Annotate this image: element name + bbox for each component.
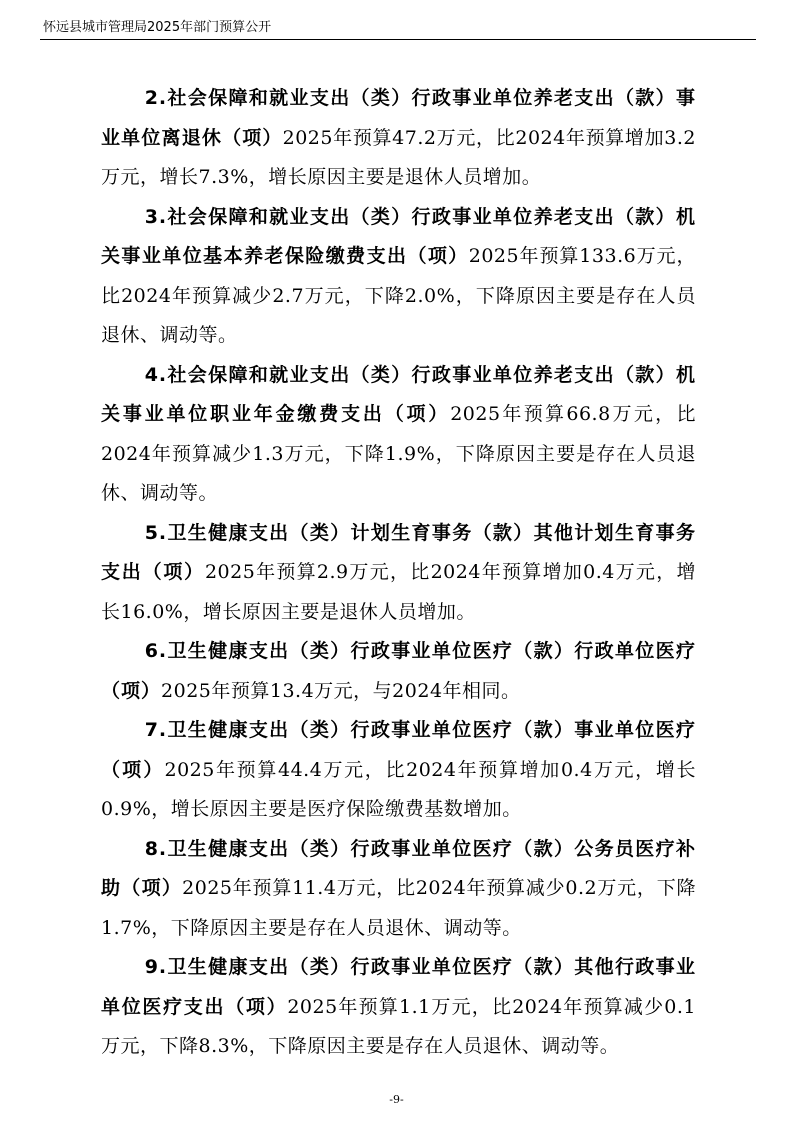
paragraph-heading: 9.卫生健康支出（类）行政事业单位医疗（款）其他行政事业单位医疗支出（项）: [101, 956, 696, 1018]
paragraph-heading: 8.卫生健康支出（类）行政事业单位医疗（款）公务员医疗补助（项）: [101, 837, 696, 899]
document-header-title: 怀远县城市管理局2025年部门预算公开: [43, 20, 272, 35]
page-number: -9-: [389, 1093, 404, 1106]
paragraph-item-7: [101, 711, 696, 830]
paragraph-heading: 5.卫生健康支出（类）计划生育事务（款）其他计划生育事务支出（项）: [101, 521, 696, 583]
header-divider: [40, 39, 756, 40]
paragraph-text: 2025年预算47.2万元，比2024年预算增加3.2万元，增长7.3%，增长原因主要是退休人员增加。: [101, 126, 696, 188]
paragraph-heading: 6.卫生健康支出（类）行政事业单位医疗（款）行政单位医疗（项）: [101, 640, 696, 702]
paragraph-heading: 7.卫生健康支出（类）行政事业单位医疗（款）事业单位医疗（项）: [101, 719, 696, 781]
paragraph-item-2: [101, 79, 696, 198]
document-body: [101, 79, 696, 1067]
paragraph-item-5: [101, 514, 696, 633]
paragraph-heading: 2.社会保障和就业支出（类）行政事业单位养老支出（款）事业单位离退休（项）: [101, 87, 696, 149]
paragraph-item-6: [101, 632, 696, 711]
paragraph-text: 2025年预算13.4万元，与2024年相同。: [161, 679, 521, 702]
paragraph-item-3: [101, 198, 696, 356]
paragraph-heading: 3.社会保障和就业支出（类）行政事业单位养老支出（款）机关事业单位基本养老保险缴费支出（项）: [101, 205, 696, 267]
paragraph-text: 2025年预算1.1万元，比2024年预算减少0.1万元，下降8.3%，下降原因主要是存在人员退休、调动等。: [101, 995, 696, 1057]
paragraph-text: 2025年预算66.8万元，比2024年预算减少1.3万元，下降1.9%，下降原因主要是存在人员退休、调动等。: [101, 403, 696, 504]
paragraph-heading: 4.社会保障和就业支出（类）行政事业单位养老支出（款）机关事业单位职业年金缴费支出（项）: [101, 363, 696, 425]
paragraph-text: 2025年预算133.6万元，比2024年预算减少2.7万元，下降2.0%，下降原因主要是存在人员退休、调动等。: [101, 245, 696, 346]
paragraph-text: 2025年预算11.4万元，比2024年预算减少0.2万元，下降1.7%，下降原因主要是存在人员退休、调动等。: [101, 877, 696, 939]
paragraph-item-9: [101, 948, 696, 1067]
paragraph-text: 2025年预算2.9万元，比2024年预算增加0.4万元，增长16.0%，增长原因主要是退休人员增加。: [101, 561, 696, 623]
paragraph-text: 2025年预算44.4万元，比2024年预算增加0.4万元，增长0.9%，增长原因主要是医疗保险缴费基数增加。: [101, 758, 696, 820]
paragraph-item-8: [101, 830, 696, 949]
paragraph-item-4: [101, 356, 696, 514]
